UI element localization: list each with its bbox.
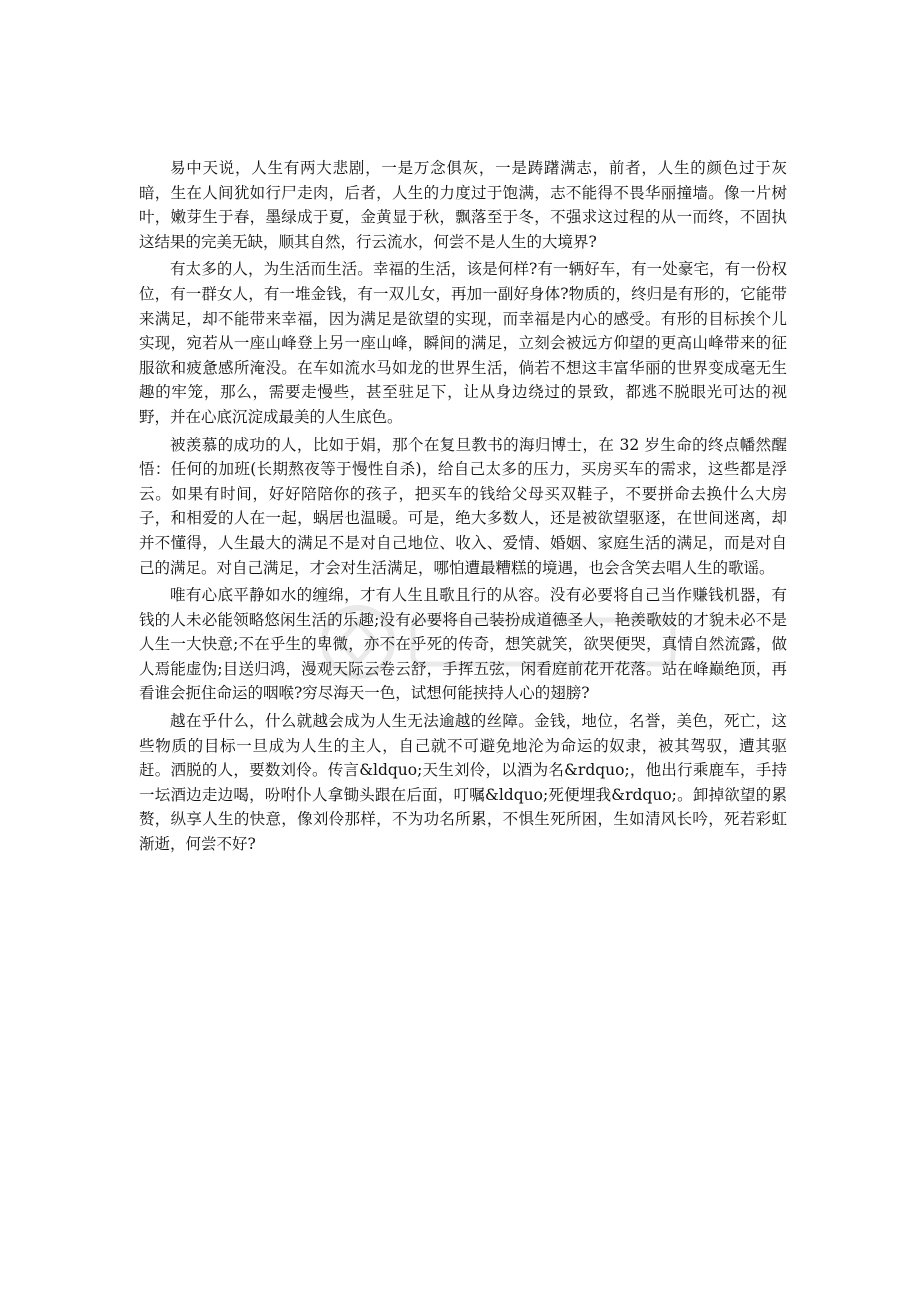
paragraph-3: 被羡慕的成功的人，比如于娟，那个在复旦教书的海归博士，在 32 岁生命的终点幡然醒悟：任何的加班(长期熬夜等于慢性自杀)，给自己太多的压力，买房买车的需求，这些都是浮云。如果有时间，好好陪陪你的孩子，把买车的钱给父母买双鞋子，不要拼命去换什么大房子，和相爱的人在一起，蜗居也温暖。可是，绝大多数人，还是被欲望驱逐，在世间迷离，却并不懂得，人生最大的满足不是对自己地位、收入、爱情、婚姻、家庭生活的满足，而是对自己的满足。对自己满足，才会对生活满足，哪怕遭最糟糕的境遇，也会含笑去唱人生的歌谣。 xyxy=(139,435,787,577)
paragraph-4: 唯有心底平静如水的缠绵，才有人生且歌且行的从容。没有必要将自己当作赚钱机器，有钱的人未必能领略悠闲生活的乐趣;没有必要将自己装扮成道德圣人，艳羡歌妓的才貌未必不是人生一大快意;不在乎生的卑微，亦不在乎死的传奇，想笑就笑，欲哭便哭，真情自然流露，做人焉能虚伪;目送归鸿，漫观天际云卷云舒，手挥五弦，闲看庭前花开花落。站在峰巅绝顶，再看谁会扼住命运的咽喉?穷尽海天一色，试想何能挟持人心的翅膀? xyxy=(139,586,787,703)
paragraph-1: 易中天说，人生有两大悲剧，一是万念俱灰，一是踌躇满志，前者，人生的颜色过于灰暗，生在人间犹如行尸走肉，后者，人生的力度过于饱满，志不能得不畏华丽撞墙。像一片树叶，嫩芽生于春，墨绿成于夏，金黄显于秋，飘落至于冬，不强求这过程的从一而终，不固执这结果的完美无缺，顺其自然，行云流水，何尝不是人生的大境界? xyxy=(139,159,787,251)
paragraph-2: 有太多的人，为生活而生活。幸福的生活，该是何样?有一辆好车，有一处豪宅，有一份权位，有一群女人，有一堆金钱，有一双儿女，再加一副好身体?物质的，终归是有形的，它能带来满足，却不能带来幸福，因为满足是欲望的实现，而幸福是内心的感受。有形的目标挨个儿实现，宛若从一座山峰登上另一座山峰，瞬间的满足，立刻会被远方仰望的更高山峰带来的征服欲和疲惫感所淹没。在车如流水马如龙的世界生活，倘若不想这丰富华丽的世界变成毫无生趣的牢笼，那么，需要走慢些，甚至驻足下，让从身边绕过的景致，都逃不脱眼光可达的视野，并在心底沉淀成最美的人生底色。 xyxy=(139,260,787,426)
paragraph-5: 越在乎什么，什么就越会成为人生无法逾越的丝障。金钱，地位，名誉，美色，死亡，这些物质的目标一旦成为人生的主人，自己就不可避免地沦为命运的奴隶，被其驾驭，遭其驱赶。洒脱的人，要数刘伶。传言&ldquo;天生刘伶，以酒为名&rdquo;，他出行乘鹿车，手持一坛酒边走边喝，吩咐仆人拿锄头跟在后面，叮嘱&ldquo;死便埋我&rdquo;。卸掉欲望的累赘，纵享人生的快意，像刘伶那样，不为功名所累，不惧生死所困，生如清风长吟，死若彩虹渐逝，何尝不好? xyxy=(139,712,787,854)
document-body xyxy=(139,156,787,860)
